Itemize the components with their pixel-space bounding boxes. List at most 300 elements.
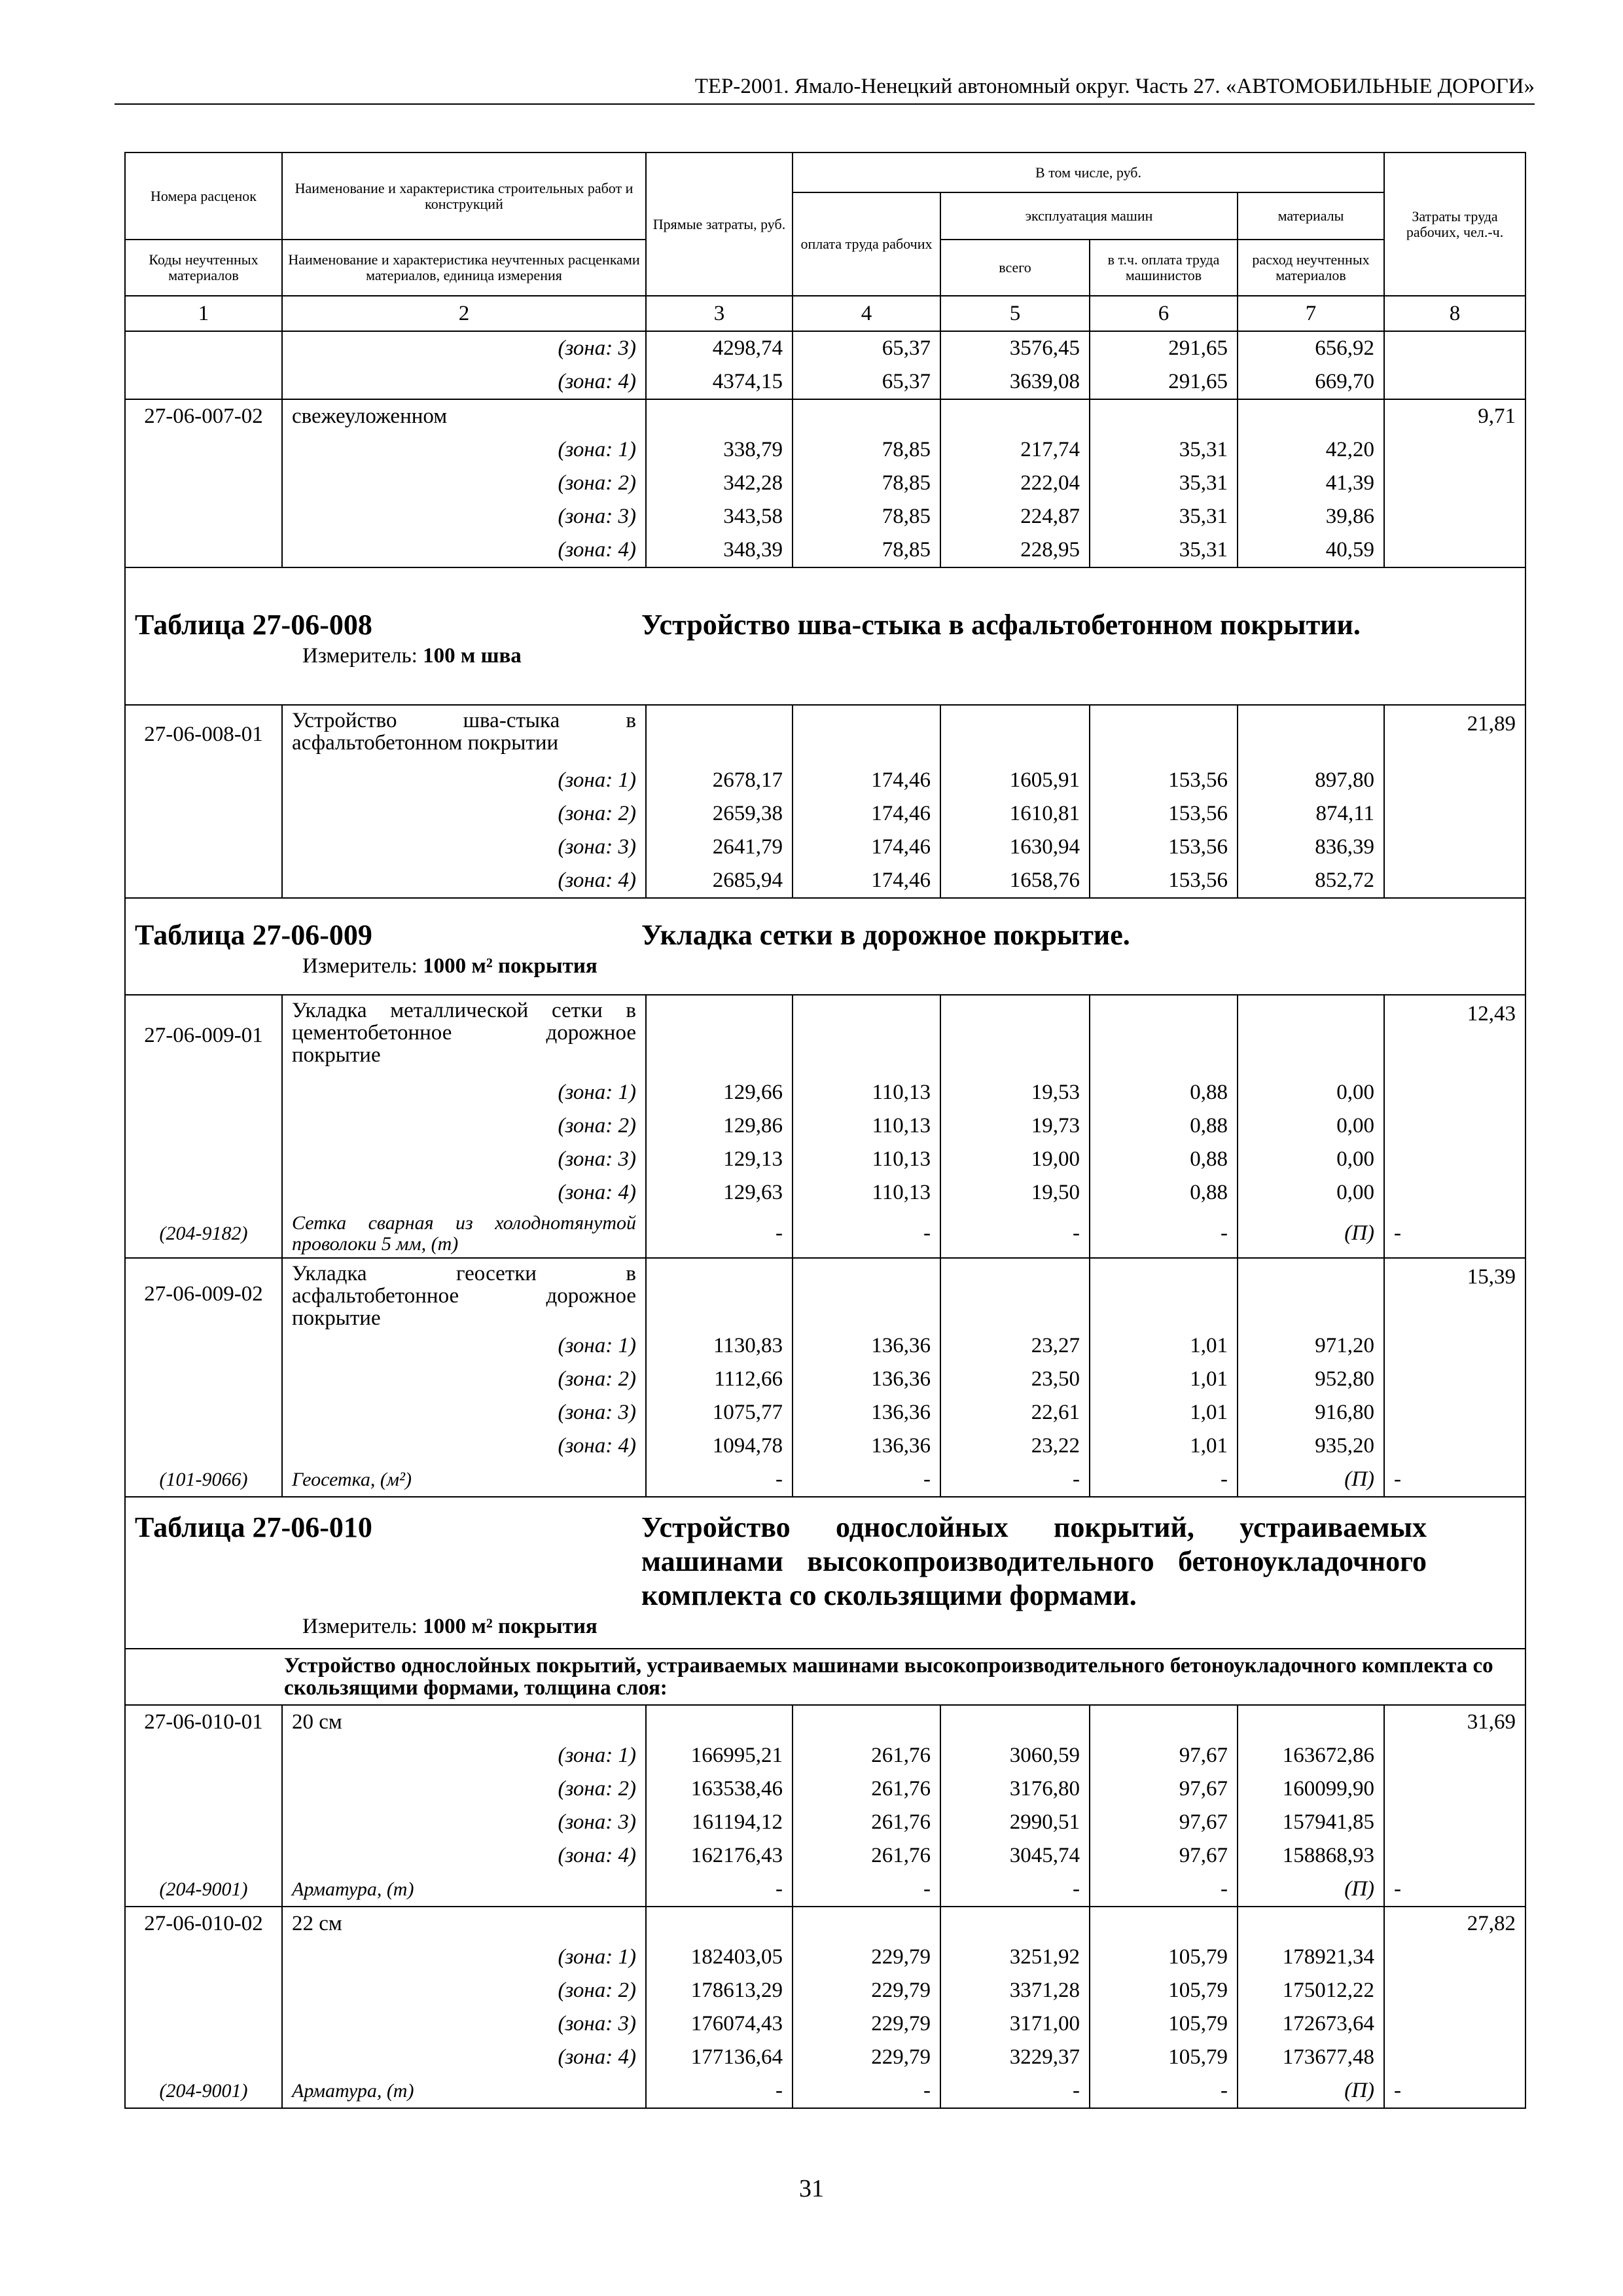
worker-pay: 65,37 [793,365,940,399]
section-number: Таблица 27-06-010 [135,1511,372,1543]
direct-cost: 129,66 [646,1076,793,1109]
direct-cost: 348,39 [646,533,793,567]
table-row [125,1839,1525,1873]
machinist-pay: 105,79 [1090,2041,1238,2074]
machines-total: 1605,91 [940,764,1090,797]
table-cell [125,533,282,567]
table-cell [1384,533,1525,567]
machinist-pay: 1,01 [1090,1429,1238,1463]
table-cell [646,1258,793,1329]
dash: - [646,1463,793,1497]
table-cell [125,1429,282,1463]
direct-cost: 338,79 [646,433,793,467]
zone-label: (зона: 2) [282,1109,646,1143]
dash: - [1384,1873,1525,1907]
direct-cost: 2641,79 [646,831,793,864]
zone-label: (зона: 4) [282,864,646,898]
table-cell [940,1705,1090,1739]
col-number: 4 [793,296,940,331]
unit-value: 1000 м² покрытия [423,1615,597,1638]
rate-code: 27-06-010-02 [125,1907,282,1941]
worker-pay: 110,13 [793,1143,940,1176]
hdr-work-name: Наименование и характеристика строительных работ и конструкций [282,152,646,240]
table-cell [1384,1739,1525,1772]
rate-code: 27-06-010-01 [125,1705,282,1739]
table-section-header [125,898,1525,995]
table-row [125,831,1525,864]
worker-pay: 229,79 [793,1941,940,1974]
rate-name: 22 см [282,1907,646,1941]
table-cell [940,1258,1090,1329]
machinist-pay: 1,01 [1090,1329,1238,1363]
zone-label: (зона: 2) [282,1363,646,1396]
materials: 669,70 [1238,365,1384,399]
labor-cost: 15,39 [1384,1258,1525,1329]
table-cell [1384,831,1525,864]
machinist-pay: 153,56 [1090,764,1238,797]
worker-pay: 136,36 [793,1429,940,1463]
worker-pay: 136,36 [793,1396,940,1429]
material-type: (П) [1238,1463,1384,1497]
materials: 178921,34 [1238,1941,1384,1974]
table-cell [1384,1329,1525,1363]
table-cell [1090,1907,1238,1941]
table-cell [1384,365,1525,399]
table-row [125,331,1525,365]
table-cell [1384,1941,1525,1974]
table-row [125,764,1525,797]
worker-pay: 78,85 [793,433,940,467]
dash: - [646,2074,793,2108]
dash: - [940,1463,1090,1497]
zone-label: (зона: 3) [282,2007,646,2041]
price-table [124,152,1526,2109]
zone-label: (зона: 4) [282,533,646,567]
table-cell [125,1109,282,1143]
table-cell [1384,1429,1525,1463]
material-code: (204-9001) [125,2074,282,2108]
direct-cost: 162176,43 [646,1839,793,1873]
table-cell [646,705,793,764]
dash: - [793,2074,940,2108]
rate-name: Укладка геосетки в асфальтобетонное дорожное покрытие [282,1258,646,1329]
materials: 916,80 [1238,1396,1384,1429]
table-row [125,1873,1525,1907]
worker-pay: 174,46 [793,764,940,797]
dash: - [940,1873,1090,1907]
zone-label: (зона: 1) [282,764,646,797]
table-cell [1384,433,1525,467]
table-cell [1384,1143,1525,1176]
rate-code: 27-06-007-02 [125,399,282,433]
machines-total: 1630,94 [940,831,1090,864]
machinist-pay: 0,88 [1090,1143,1238,1176]
dash: - [1384,1210,1525,1258]
table-row [125,1739,1525,1772]
machinist-pay: 0,88 [1090,1109,1238,1143]
table-cell [646,1705,793,1739]
direct-cost: 1094,78 [646,1429,793,1463]
direct-cost: 161194,12 [646,1806,793,1839]
table-cell [793,1705,940,1739]
table-cell [1384,2007,1525,2041]
direct-cost: 2659,38 [646,797,793,831]
labor-cost: 27,82 [1384,1907,1525,1941]
material-type: (П) [1238,1210,1384,1258]
hdr-labor: Затраты труда рабочих, чел.-ч. [1384,152,1525,296]
hdr-material-name: Наименование и характеристика неучтенных расценками материалов, единица измерения [282,240,646,296]
table-cell [125,831,282,864]
table-row [125,1974,1525,2007]
table-row [125,1143,1525,1176]
col-number: 6 [1090,296,1238,331]
rate-name: Устройство шва-стыка в асфальтобетонном покрытии [282,705,646,764]
unit-value: 1000 м² покрытия [423,954,597,978]
zone-label: (зона: 3) [282,831,646,864]
machinist-pay: 105,79 [1090,1941,1238,1974]
hdr-direct-costs: Прямые затраты, руб. [646,152,793,296]
machines-total: 3576,45 [940,331,1090,365]
worker-pay: 78,85 [793,467,940,500]
table-cell [1384,864,1525,898]
table-cell [793,1907,940,1941]
col-number: 1 [125,296,282,331]
table-cell [125,331,282,365]
table-row [125,1258,1525,1329]
machines-total: 19,50 [940,1176,1090,1210]
zone-label: (зона: 3) [282,331,646,365]
machines-total: 224,87 [940,500,1090,533]
machines-total: 3045,74 [940,1839,1090,1873]
dash: - [1090,2074,1238,2108]
zone-label: (зона: 4) [282,1176,646,1210]
hdr-unaccounted-materials: расход неучтенных материалов [1238,240,1384,296]
table-row [125,533,1525,567]
col-number: 5 [940,296,1090,331]
machinist-pay: 0,88 [1090,1076,1238,1109]
table-cell [125,1772,282,1806]
table-cell [646,399,793,433]
materials: 157941,85 [1238,1806,1384,1839]
machines-total: 3176,80 [940,1772,1090,1806]
worker-pay: 110,13 [793,1076,940,1109]
worker-pay: 261,76 [793,1772,940,1806]
worker-pay: 261,76 [793,1839,940,1873]
table-cell [646,1907,793,1941]
zone-label: (зона: 1) [282,433,646,467]
table-cell [125,1396,282,1429]
worker-pay: 229,79 [793,2007,940,2041]
table-cell [125,1076,282,1109]
machines-total: 3251,92 [940,1941,1090,1974]
machines-total: 3171,00 [940,2007,1090,2041]
machinist-pay: 105,79 [1090,2007,1238,2041]
table-cell [125,1329,282,1363]
table-row [125,1705,1525,1739]
table-cell [125,797,282,831]
table-cell [1384,1076,1525,1109]
direct-cost: 176074,43 [646,2007,793,2041]
table-row [125,1463,1525,1497]
dash: - [1090,1463,1238,1497]
table-row [125,1176,1525,1210]
zone-label: (зона: 4) [282,365,646,399]
table-row [125,1907,1525,1941]
col-number: 8 [1384,296,1525,331]
materials: 0,00 [1238,1109,1384,1143]
table-cell [1384,1396,1525,1429]
worker-pay: 78,85 [793,533,940,567]
table-row [125,2074,1525,2108]
worker-pay: 229,79 [793,2041,940,2074]
machinist-pay: 0,88 [1090,1176,1238,1210]
materials: 173677,48 [1238,2041,1384,2074]
table-cell [125,433,282,467]
table-cell [125,864,282,898]
machinist-pay: 1,01 [1090,1363,1238,1396]
worker-pay: 65,37 [793,331,940,365]
zone-label: (зона: 1) [282,1941,646,1974]
col-number: 7 [1238,296,1384,331]
table-section-header [125,567,1525,705]
unit-line [135,642,1516,670]
machines-total: 1658,76 [940,864,1090,898]
materials: 874,11 [1238,797,1384,831]
table-row [125,1806,1525,1839]
section-number: Таблица 27-06-009 [135,919,372,951]
section-title: Укладка сетки в дорожное покрытие. [641,919,1130,951]
table-cell [1384,1974,1525,2007]
zone-label: (зона: 2) [282,797,646,831]
table-cell [1384,467,1525,500]
table-cell [1090,1705,1238,1739]
direct-cost: 2685,94 [646,864,793,898]
table-cell [125,1739,282,1772]
rate-code: 27-06-009-02 [125,1258,282,1329]
materials: 41,39 [1238,467,1384,500]
hdr-including: В том числе, руб. [793,152,1384,192]
machines-total: 22,61 [940,1396,1090,1429]
table-cell [125,467,282,500]
rate-name: Укладка металлической сетки в цементобетонное дорожное покрытие [282,995,646,1076]
dash: - [646,1210,793,1258]
table-cell [1384,500,1525,533]
unit-label: Измеритель: [302,954,423,978]
table-cell [1090,995,1238,1076]
table-row [125,797,1525,831]
worker-pay: 174,46 [793,797,940,831]
direct-cost: 2678,17 [646,764,793,797]
machines-total: 23,50 [940,1363,1090,1396]
machines-total: 3229,37 [940,2041,1090,2074]
table-row [125,467,1525,500]
zone-label: (зона: 1) [282,1739,646,1772]
machines-total: 3639,08 [940,365,1090,399]
direct-cost: 129,86 [646,1109,793,1143]
materials: 158868,93 [1238,1839,1384,1873]
machinist-pay: 153,56 [1090,831,1238,864]
worker-pay: 174,46 [793,831,940,864]
table-cell [1384,1363,1525,1396]
table-cell [1238,1258,1384,1329]
table-cell [125,1941,282,1974]
material-name: Арматура, (т) [282,2074,646,2108]
table-cell [1238,995,1384,1076]
unit-value: 100 м шва [423,644,522,668]
materials: 42,20 [1238,433,1384,467]
table-cell [1090,1258,1238,1329]
table-row [125,1429,1525,1463]
unit-label: Измеритель: [302,1615,423,1638]
table-row [125,1396,1525,1429]
worker-pay: 261,76 [793,1806,940,1839]
machinist-pay: 35,31 [1090,467,1238,500]
table-row [125,1363,1525,1396]
materials: 836,39 [1238,831,1384,864]
section-number: Таблица 27-06-008 [135,609,372,641]
unit-label: Измеритель: [302,644,423,668]
machines-total: 19,53 [940,1076,1090,1109]
table-row [125,864,1525,898]
direct-cost: 177136,64 [646,2041,793,2074]
zone-label: (зона: 2) [282,1772,646,1806]
table-cell [125,1974,282,2007]
table-cell [125,1839,282,1873]
table-cell [125,1363,282,1396]
table-row [125,1329,1525,1363]
rate-name: свежеуложенном [282,399,646,433]
table-cell [793,705,940,764]
materials: 897,80 [1238,764,1384,797]
machinist-pay: 35,31 [1090,533,1238,567]
table-row [125,1649,1525,1705]
worker-pay: 136,36 [793,1329,940,1363]
column-numbers-row [125,296,1525,331]
machines-total: 1610,81 [940,797,1090,831]
material-name: Сетка сварная из холоднотянутой проволоки 5 мм, (т) [282,1210,646,1258]
hdr-total: всего [940,240,1090,296]
zone-label: (зона: 4) [282,1839,646,1873]
worker-pay: 78,85 [793,500,940,533]
col-number: 2 [282,296,646,331]
unit-line [135,952,1516,980]
zone-label: (зона: 3) [282,500,646,533]
zone-label: (зона: 1) [282,1076,646,1109]
worker-pay: 110,13 [793,1109,940,1143]
zone-label: (зона: 4) [282,1429,646,1463]
materials: 656,92 [1238,331,1384,365]
material-type: (П) [1238,2074,1384,2108]
table-cell [1238,1907,1384,1941]
materials: 172673,64 [1238,2007,1384,2041]
direct-cost: 182403,05 [646,1941,793,1974]
machinist-pay: 153,56 [1090,797,1238,831]
section-title: Устройство однослойных покрытий, устраиваемых машинами высокопроизводительного бетоноукладочного комплекта со скользящими формами. [641,1511,1427,1611]
machines-total: 19,00 [940,1143,1090,1176]
machines-total: 217,74 [940,433,1090,467]
table-cell [940,399,1090,433]
worker-pay: 229,79 [793,1974,940,2007]
machinist-pay: 1,01 [1090,1396,1238,1429]
worker-pay: 261,76 [793,1739,940,1772]
table-cell [1090,705,1238,764]
running-header: ТЕР-2001. Ямало-Ненецкий автономный округ. Часть 27. «АВТОМОБИЛЬНЫЕ ДОРОГИ» [115,71,1535,105]
table-row [125,1109,1525,1143]
table-cell [125,365,282,399]
table-section-header [125,1497,1525,1649]
dash: - [793,1210,940,1258]
table-cell [940,995,1090,1076]
rate-code: 27-06-009-01 [125,995,282,1076]
table-cell [1090,399,1238,433]
direct-cost: 178613,29 [646,1974,793,2007]
table-cell [1384,1806,1525,1839]
direct-cost: 163538,46 [646,1772,793,1806]
table-row [125,1772,1525,1806]
table-cell [940,1907,1090,1941]
labor-cost: 21,89 [1384,705,1525,764]
machinist-pay: 97,67 [1090,1839,1238,1873]
machinist-pay: 97,67 [1090,1806,1238,1839]
table-cell [1384,797,1525,831]
materials: 40,59 [1238,533,1384,567]
table-row [125,433,1525,467]
table-cell [125,2041,282,2074]
material-name: Арматура, (т) [282,1873,646,1907]
zone-label: (зона: 2) [282,1974,646,2007]
materials: 971,20 [1238,1329,1384,1363]
machines-total: 3060,59 [940,1739,1090,1772]
hdr-materials: материалы [1238,192,1384,240]
group-title: Устройство однослойных покрытий, устраиваемых машинами высокопроизводительного бетоноукладочного комплекта со скользящими формами, толщина слоя: [284,1654,1493,1700]
worker-pay: 110,13 [793,1176,940,1210]
dash: - [940,2074,1090,2108]
table-row [125,1076,1525,1109]
machinist-pay: 153,56 [1090,864,1238,898]
unit-line [135,1613,1516,1640]
page-number: 31 [799,2175,824,2202]
table-cell [1238,1705,1384,1739]
table-cell [125,764,282,797]
materials: 0,00 [1238,1076,1384,1109]
machines-total: 228,95 [940,533,1090,567]
group-title-row [125,1649,1525,1705]
table-cell [1384,1176,1525,1210]
table-row [125,500,1525,533]
machines-total: 3371,28 [940,1974,1090,2007]
materials: 0,00 [1238,1143,1384,1176]
table-cell [125,1806,282,1839]
direct-cost: 129,63 [646,1176,793,1210]
machines-total: 222,04 [940,467,1090,500]
table-row [125,2041,1525,2074]
table-cell [125,2007,282,2041]
table-cell [646,995,793,1076]
table-row [125,1941,1525,1974]
materials: 935,20 [1238,1429,1384,1463]
direct-cost: 1112,66 [646,1363,793,1396]
section-cell [125,567,1525,705]
materials: 952,80 [1238,1363,1384,1396]
machinist-pay: 97,67 [1090,1739,1238,1772]
dash: - [793,1873,940,1907]
dash: - [793,1463,940,1497]
zone-label: (зона: 1) [282,1329,646,1363]
labor-cost: 9,71 [1384,399,1525,433]
machinist-pay: 105,79 [1090,1974,1238,2007]
materials: 0,00 [1238,1176,1384,1210]
section-title: Устройство шва-стыка в асфальтобетонном покрытии. [641,609,1361,641]
